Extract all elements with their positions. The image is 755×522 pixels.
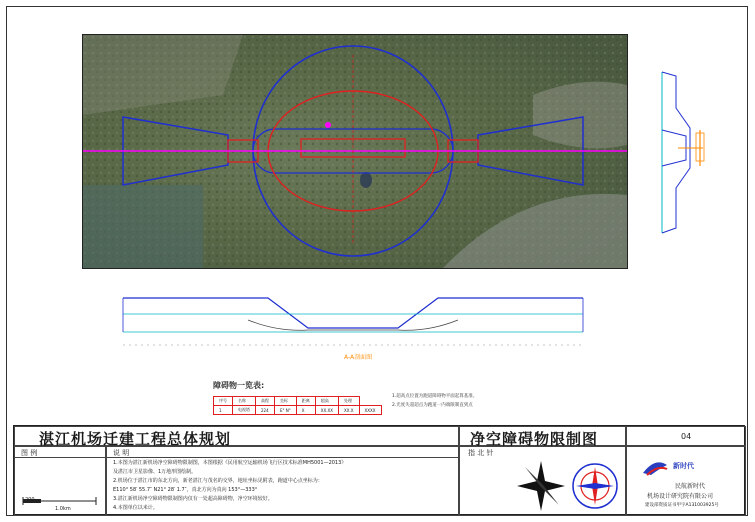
drawing-title: 净空障碍物限制图 <box>470 430 599 448</box>
obstacle-table <box>213 396 382 415</box>
north-cell <box>459 446 626 516</box>
scale-bar-a: 200 <box>25 497 35 503</box>
right-note-2: 2.光度失超超点为跑道一内端限制直到点 <box>392 403 473 408</box>
table-cell: E° N° <box>275 406 297 415</box>
table-cell: 电视塔 <box>233 406 256 415</box>
table-header-cell: 序号 <box>214 397 233 406</box>
note-line: 4.本图单位以米计。 <box>113 505 158 511</box>
table-header-cell: 坐标 <box>275 397 297 406</box>
profile-top-line <box>123 298 583 328</box>
company-name: 民航新时代 <box>675 483 706 490</box>
legend-label: 图 例 <box>21 449 38 457</box>
project-title: 湛江机场迁建工程总体规划 <box>39 430 232 448</box>
drawing-number-cell <box>626 426 746 446</box>
table-header-row <box>214 397 382 406</box>
drawing-number: 04 <box>681 432 692 441</box>
legend-cell <box>14 446 106 516</box>
note-line: 2.机场位于湛江市的东北方向，新老湛江与茂名的交界，地址坐标见附表，跑道中心点坐标为： <box>113 478 323 484</box>
table-cell: XX.X <box>339 406 360 415</box>
wind-rose-icon <box>570 461 620 511</box>
company-full: 机场设计研究院有限公司 <box>647 493 714 500</box>
table-cell: X <box>296 406 315 415</box>
right-notes <box>392 392 477 410</box>
north-label: 指 北 针 <box>468 449 494 457</box>
profile-label: A-A剖面图 <box>344 354 373 361</box>
scale-bar-b: 1.0km <box>55 506 71 512</box>
table-header-cell: 距离 <box>296 397 315 406</box>
side-profile <box>648 68 708 238</box>
obstacle-marker <box>325 122 331 128</box>
aa-profile <box>118 290 588 360</box>
table-header-cell: 处理 <box>339 397 360 406</box>
company-logo-text: 新时代 <box>673 462 694 470</box>
table-cell: 1 <box>214 406 233 415</box>
title-block <box>13 425 745 515</box>
north-arrow-icon <box>515 459 567 513</box>
notes-label: 说 明 <box>113 449 130 457</box>
aa-profile-svg <box>118 290 588 360</box>
obstacle-table-caption: 障碍物一览表: <box>213 381 265 390</box>
company-cert: 建设部资质证书甲字A131003925号 <box>645 503 719 508</box>
company-logo-icon <box>641 455 669 477</box>
table-cell: 224 <box>256 406 275 415</box>
side-profile-svg <box>648 68 708 238</box>
note-line: 3.湛江新机场净空障碍物限制图内仅有一处超高障碍物，净空环境较好。 <box>113 496 273 502</box>
table-header-cell: 名称 <box>233 397 256 406</box>
table-cell: XXXX <box>359 406 381 415</box>
right-note-1: 1.超高点位置为跑道障碍物平面起算基准。 <box>392 394 478 399</box>
table-cell: XX.XX <box>315 406 338 415</box>
note-line: E110° 58′ 55.7″ N21° 28′ 1.7″，真北方向为真向 153°—333° <box>113 487 258 493</box>
project-title-cell <box>14 426 459 446</box>
notes-cell <box>106 446 459 516</box>
table-row <box>214 406 382 415</box>
drawing-title-cell <box>459 426 626 446</box>
note-line: 及湛江市卫星影像、1万地形图绘制。 <box>113 469 197 475</box>
table-header-cell: 超高 <box>315 397 338 406</box>
table-header-cell: 高程 <box>256 397 275 406</box>
note-line: 1.本图为湛江新机场净空障碍物限制图，本图根据《民用航空运输机场飞行区技术标准MH5001—2013》 <box>113 460 347 466</box>
company-cell <box>626 446 746 516</box>
map-svg <box>83 35 627 268</box>
notes-list <box>113 459 456 513</box>
satellite-map <box>82 34 628 269</box>
